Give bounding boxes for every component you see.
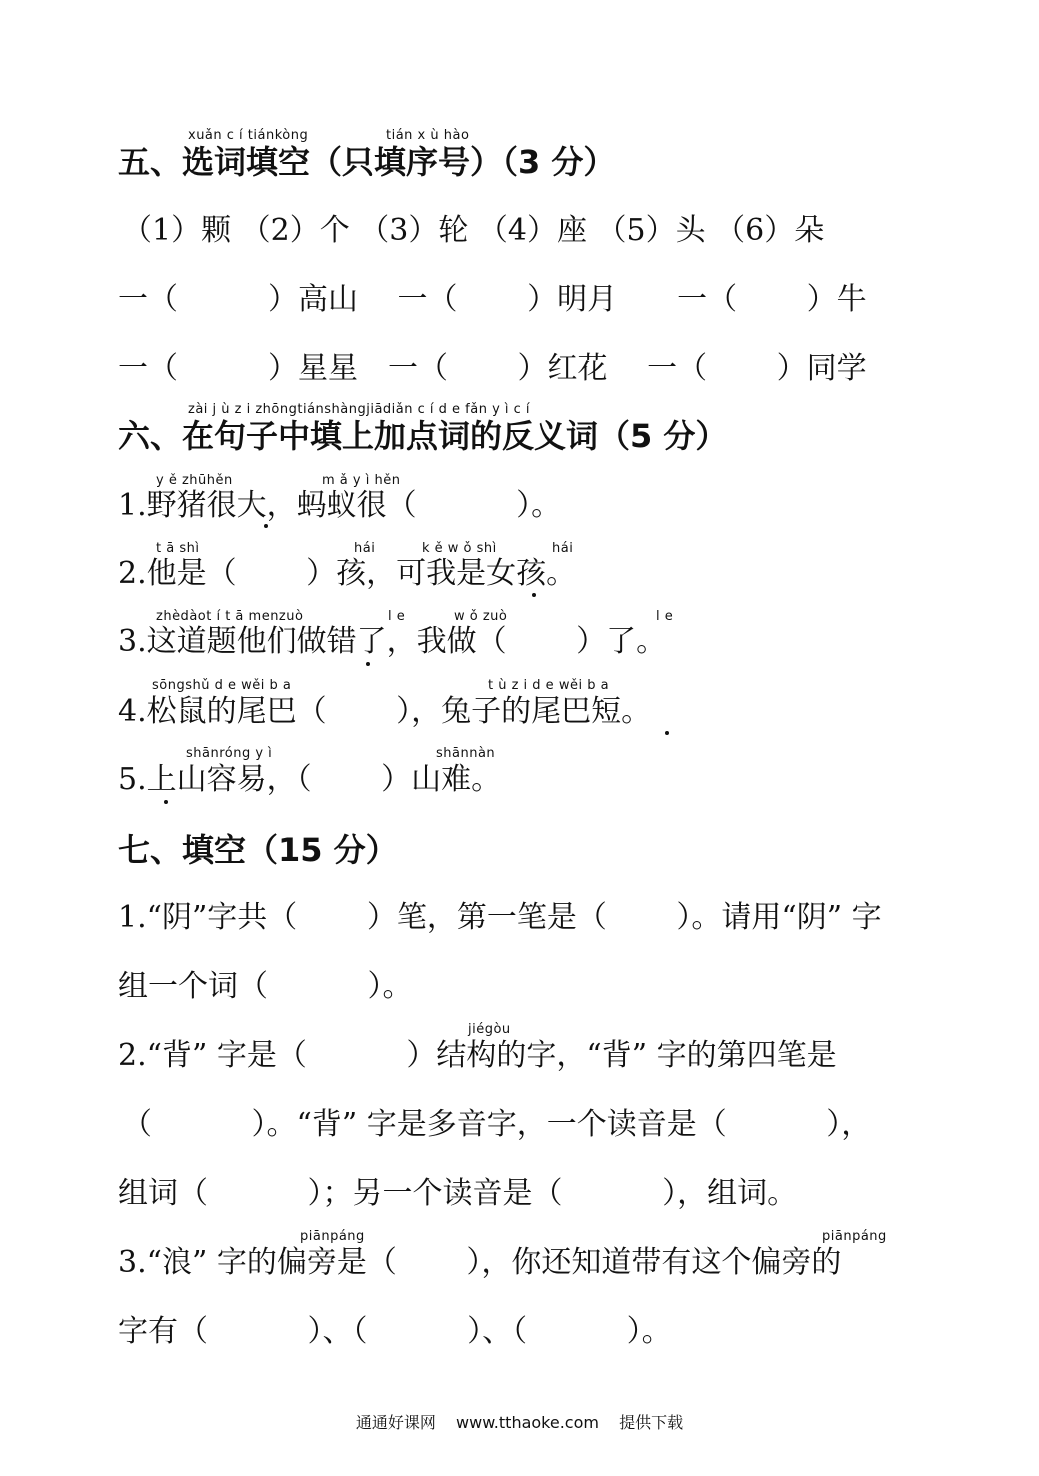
item3-text: 3.这道题他们做错了，我做（ ）了。 [118, 624, 667, 659]
q3-line2: 字有（ ）、（ ）、（ ）。 [118, 1314, 672, 1349]
item4-pinyin-b: t ù z i d e wěi b a [488, 678, 610, 693]
section6-pinyin: zài j ù z i zhōngtiánshàngjiādiǎn c í d e fǎn y ì c í [188, 402, 531, 417]
item2-pinyin-d: hái [552, 541, 574, 556]
footer-url[interactable]: www.tthaoke.com [456, 1413, 599, 1432]
footer-site-name: 通通好课网 [355, 1413, 436, 1432]
section5-title: 五、选词填空（只填序号）（3 分） [118, 143, 616, 181]
item2-pinyin-c: k ě w ǒ shì [422, 541, 497, 556]
q2-line2: （ ）。“背” 字是多音字，一个读音是（ ）， [122, 1107, 872, 1142]
q3-pinyin-b: piānpáng [822, 1229, 887, 1244]
item2-text: 2.他是（ ）孩，可我是女孩。 [118, 556, 577, 591]
item5-pinyin-b: shānnàn [436, 746, 496, 761]
item4-text: 4.松鼠的尾巴（ ），兔子的尾巴短。 [118, 694, 652, 729]
item3-pinyin-c: w ǒ zuò [454, 609, 508, 624]
section7-title: 七、填空（15 分） [118, 831, 398, 869]
footer-suffix: 提供下载 [619, 1413, 684, 1432]
q1-line1: 1.“阴”字共（ ）笔，第一笔是（ ）。请用“阴” 字 [118, 900, 882, 935]
q3-pinyin-a: piānpáng [300, 1229, 365, 1244]
item5-text: 5.上山容易，（ ）山难。 [118, 762, 502, 797]
item3-pinyin-d: l e [656, 609, 674, 624]
emphasis-dot [264, 524, 268, 528]
item3-pinyin-a: zhèdàot í t ā menzuò [156, 609, 304, 624]
item1-pinyin-b: m ǎ y ì hěn [322, 473, 401, 488]
footer [0, 1410, 1039, 1433]
q2-line3: 组词（ ）；另一个读音是（ ），组词。 [118, 1176, 798, 1211]
emphasis-dot [366, 662, 370, 666]
item1-text: 1.野猪很大，蚂蚁很（ ）。 [118, 488, 562, 523]
section5-row2: 一（ ）星星 一（ ）红花 一（ ）同学 [118, 351, 867, 386]
emphasis-dot [665, 731, 669, 735]
emphasis-dot [532, 593, 536, 597]
q2-pinyin: jiégòu [468, 1022, 511, 1037]
item5-pinyin-a: shānróng y ì [186, 746, 273, 761]
q1-line2: 组一个词（ ）。 [118, 969, 413, 1004]
item1-pinyin-a: y ě zhūhěn [156, 473, 233, 488]
section5-pinyin-a: xuǎn c í tiánkòng [188, 128, 309, 143]
item3-pinyin-b: l e [388, 609, 406, 624]
section5-options: （1）颗 （2）个 （3）轮 （4）座 （5）头 （6）朵 [122, 213, 825, 248]
item2-pinyin-a: t ā shì [156, 541, 200, 556]
emphasis-dot [164, 800, 168, 804]
section6-title: 六、在句子中填上加点词的反义词（5 分） [118, 417, 728, 455]
section5-row1: 一（ ）高山 一（ ）明月 一（ ）牛 [118, 282, 867, 317]
section5-pinyin-b: tián x ù hào [386, 128, 470, 143]
q2-line1: 2.“背” 字是（ ）结构的字，“背” 字的第四笔是 [118, 1038, 837, 1073]
item2-pinyin-b: hái [354, 541, 376, 556]
item4-pinyin-a: sōngshǔ d e wěi b a [152, 678, 292, 693]
q3-line1: 3.“浪” 字的偏旁是（ ），你还知道带有这个偏旁的 [118, 1245, 842, 1280]
